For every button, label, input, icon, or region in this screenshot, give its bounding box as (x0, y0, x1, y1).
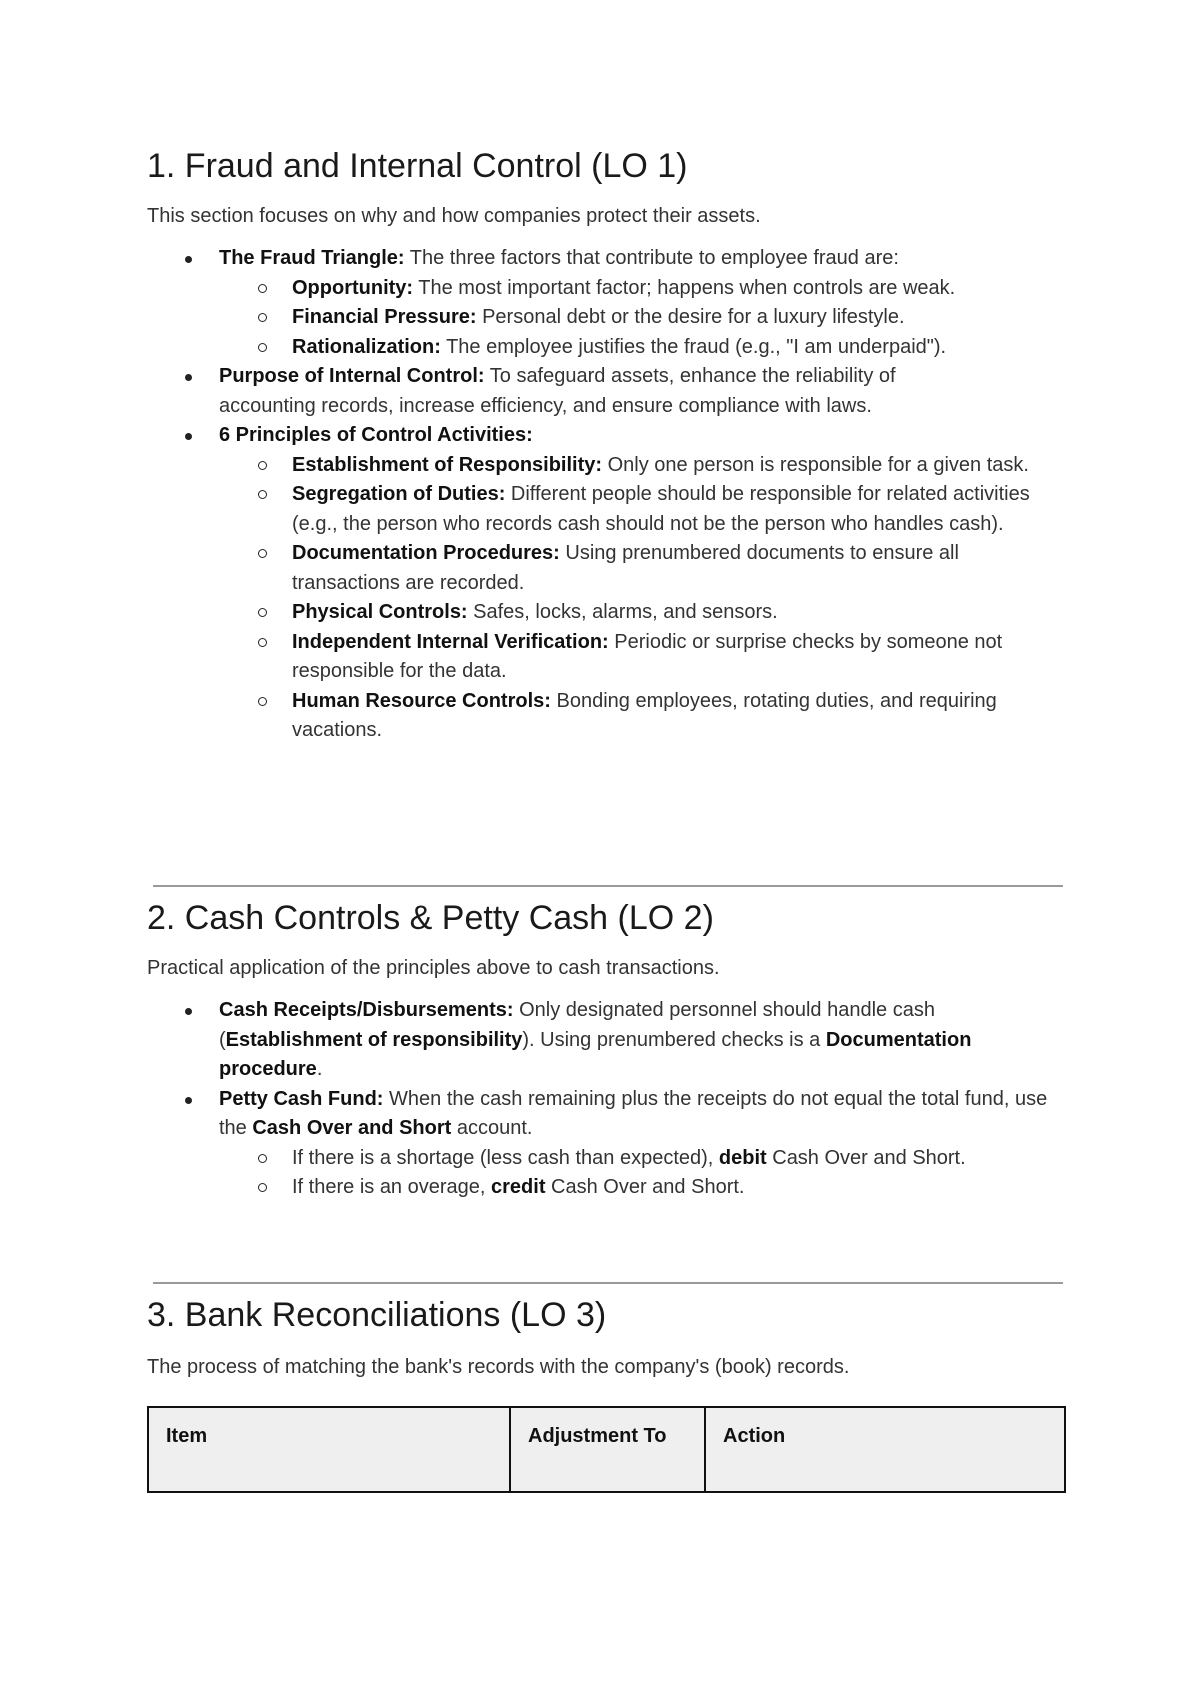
section-1-list (147, 244, 1067, 746)
overage-bold: credit (491, 1176, 546, 1198)
section-2-list (147, 996, 1067, 1203)
cash-receipts-bold: Establishment of responsibility (225, 1028, 523, 1051)
section-1-heading: 1. Fraud and Internal Control (LO 1) (147, 147, 688, 185)
principle-label: Segregation of Duties: (292, 483, 506, 505)
principle-text: Using prenumbered documents to ensure all transactions are recorded. (292, 542, 959, 594)
section-divider (153, 1282, 1063, 1284)
petty-cash-sublist (219, 1144, 1067, 1203)
principle-label: Independent Internal Verification: (292, 630, 609, 653)
section-3-heading: 3. Bank Reconciliations (LO 3) (147, 1296, 607, 1334)
list-item-cash-receipts (147, 996, 1067, 1085)
principles-label: 6 Principles of Control Activities: (219, 424, 533, 446)
list-item-principle (147, 687, 1067, 746)
shortage-bold: debit (718, 1146, 767, 1169)
list-item-rationalization (147, 333, 1067, 363)
table-header-item: Item (148, 1407, 510, 1492)
purpose-label: Purpose of Internal Control: (219, 365, 485, 387)
section-divider (153, 885, 1063, 887)
list-item-principle (147, 598, 1067, 628)
rationalization-text: The employee justifies the fraud (e.g., "I am underpaid"). (440, 335, 947, 358)
list-item-opportunity (147, 274, 1067, 304)
section-2-heading: 2. Cash Controls & Petty Cash (LO 2) (147, 899, 714, 937)
list-item-overage (147, 1173, 1067, 1203)
petty-cash-text: When the cash remaining plus the receipts do not equal the total fund, use the (219, 1087, 1048, 1139)
principle-label: Establishment of Responsibility: (292, 453, 603, 476)
fraud-triangle-sublist (219, 274, 1067, 363)
list-item-shortage (147, 1144, 1067, 1174)
financial-pressure-text: Personal debt or the desire for a luxury lifestyle. (476, 306, 905, 328)
list-item-principle (147, 539, 1067, 598)
list-item-fraud-triangle (147, 244, 1067, 362)
table-header-row (148, 1407, 1065, 1492)
list-item-principles (147, 421, 1067, 746)
principle-text: Periodic or surprise checks by someone not responsible for the data. (292, 630, 1003, 682)
section-1-intro: This section focuses on why and how companies protect their assets. (147, 205, 761, 227)
petty-cash-bold: Cash Over and Short (252, 1117, 452, 1139)
cash-receipts-text: . (316, 1058, 323, 1080)
list-item-petty-cash (147, 1085, 1067, 1203)
petty-cash-label: Petty Cash Fund: (219, 1087, 384, 1110)
rationalization-label: Rationalization: (292, 335, 441, 358)
petty-cash-text: account. (451, 1117, 533, 1139)
principle-text: Different people should be responsible for related activities (e.g., the person who records cash should not be the person who handles cash). (292, 483, 1030, 535)
cash-receipts-text: Only designated personnel should handle cash ( (219, 999, 935, 1051)
principle-label: Physical Controls: (292, 601, 468, 623)
table-header-adjustment-to: Adjustment To (510, 1407, 705, 1492)
fraud-triangle-label: The Fraud Triangle: (219, 247, 405, 269)
principle-text: Bonding employees, rotating duties, and requiring vacations. (292, 689, 997, 741)
cash-receipts-label: Cash Receipts/Disbursements: (219, 999, 514, 1021)
shortage-text: Cash Over and Short. (766, 1146, 966, 1169)
principle-text: Only one person is responsible for a given task. (602, 453, 1029, 476)
overage-text: Cash Over and Short. (545, 1176, 745, 1198)
principle-label: Documentation Procedures: (292, 542, 560, 564)
principle-text: Safes, locks, alarms, and sensors. (467, 601, 778, 623)
opportunity-label: Opportunity: (292, 276, 414, 299)
list-item-principle (147, 628, 1067, 687)
overage-text: If there is an overage, (292, 1176, 492, 1198)
reconciliation-table (147, 1406, 1066, 1493)
list-item-financial-pressure (147, 303, 1067, 333)
section-3-intro: The process of matching the bank's records with the company's (book) records. (147, 1356, 850, 1378)
cash-receipts-text: ). Using prenumbered checks is a (522, 1028, 826, 1051)
table-header-action: Action (705, 1407, 1065, 1492)
section-2-intro: Practical application of the principles above to cash transactions. (147, 957, 720, 979)
fraud-triangle-text: The three factors that contribute to employee fraud are: (404, 247, 899, 269)
shortage-text: If there is a shortage (less cash than expected), (292, 1146, 719, 1169)
opportunity-text: The most important factor; happens when controls are weak. (413, 276, 956, 299)
list-item-principle (147, 480, 1067, 539)
cash-receipts-bold: Documentation procedure (219, 1028, 972, 1080)
purpose-text: To safeguard assets, enhance the reliability of accounting records, increase efficiency, and ensure compliance with laws. (219, 365, 896, 417)
principle-label: Human Resource Controls: (292, 689, 551, 712)
list-item-purpose (147, 362, 1067, 421)
principles-sublist (219, 451, 1067, 746)
list-item-principle (147, 451, 1067, 481)
financial-pressure-label: Financial Pressure: (292, 306, 477, 328)
